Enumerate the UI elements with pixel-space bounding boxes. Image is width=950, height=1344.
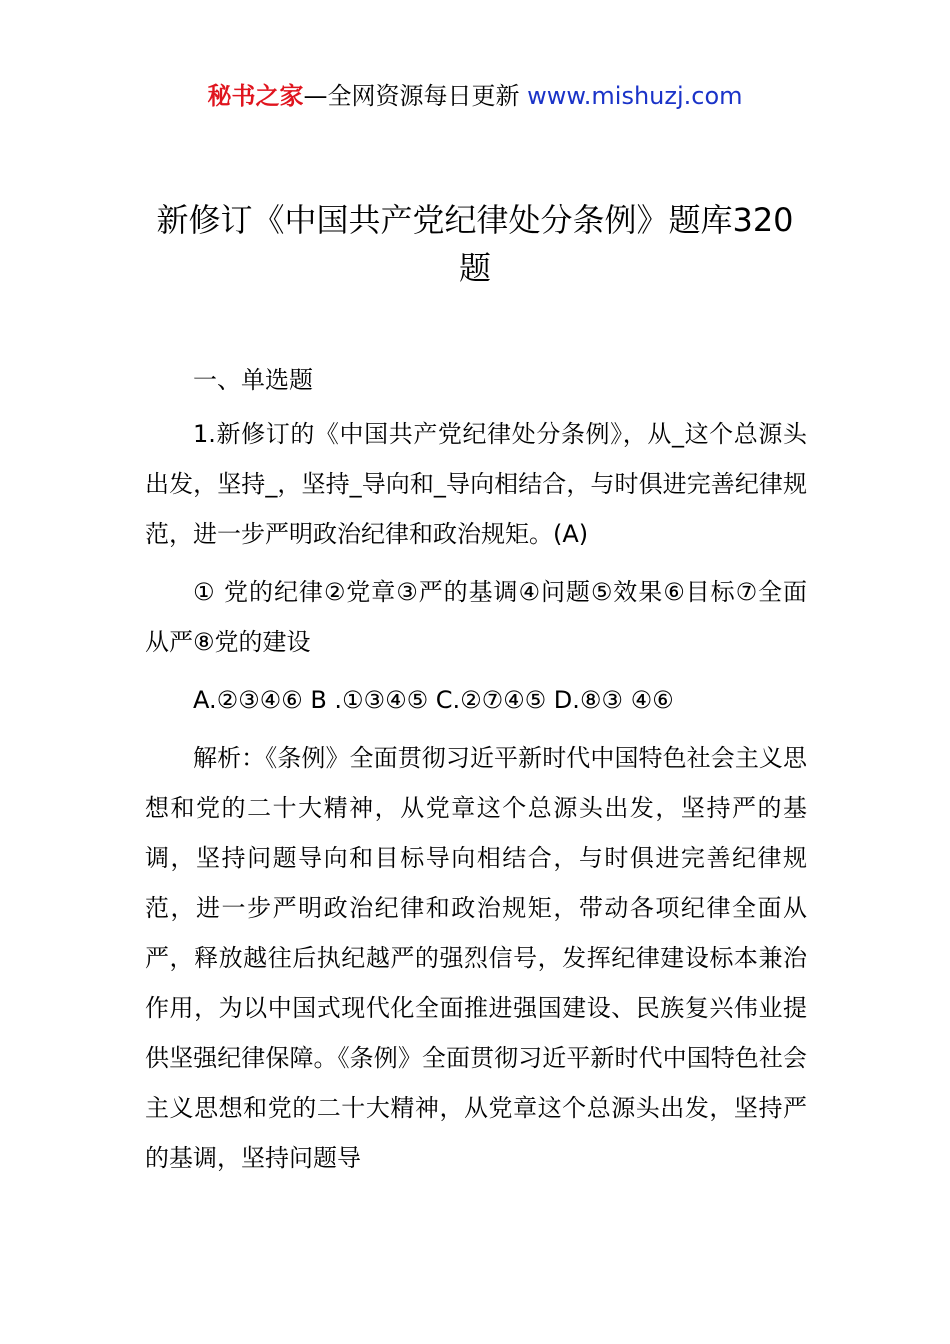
question-options: A.②③④⑥ B .①③④⑤ C.②⑦④⑤ D.⑧③ ④⑥ bbox=[193, 686, 674, 714]
question-stem: 1.新修订的《中国共产党纪律处分条例》，从_这个总源头出发，坚持_，坚持_导向和_导向相结合，与时俱进完善纪律规范，进一步严明政治纪律和政治规矩。(A) bbox=[145, 420, 807, 548]
document-body bbox=[145, 355, 807, 1191]
site-header bbox=[0, 80, 950, 112]
site-url-link[interactable]: www.mishuzj.com bbox=[527, 82, 743, 110]
question-items: ① 党的纪律②党章③严的基调④问题⑤效果⑥目标⑦全面从严⑧党的建设 bbox=[145, 578, 807, 656]
header-tagline: —全网资源每日更新 bbox=[303, 82, 528, 110]
question-analysis: 解析：《条例》全面贯彻习近平新时代中国特色社会主义思想和党的二十大精神，从党章这个总源头出发，坚持严的基调，坚持问题导向和目标导向相结合，与时俱进完善纪律规范，进一步严明政治纪律和政治规矩，带动各项纪律全面从严，释放越往后执纪越严的强烈信号，发挥纪律建设标本兼治作用，为以中国式现代化全面推进强国建设、民族复兴伟业提供坚强纪律保障。《条例》全面贯彻习近平新时代中国特色社会主义思想和党的二十大精神，从党章这个总源头出发，坚持严的基调，坚持问题导 bbox=[145, 744, 807, 1172]
brand-name: 秘书之家 bbox=[207, 82, 304, 110]
section-heading: 一、单选题 bbox=[193, 366, 313, 394]
document-title: 新修订《中国共产党纪律处分条例》题库320题 bbox=[156, 201, 794, 287]
